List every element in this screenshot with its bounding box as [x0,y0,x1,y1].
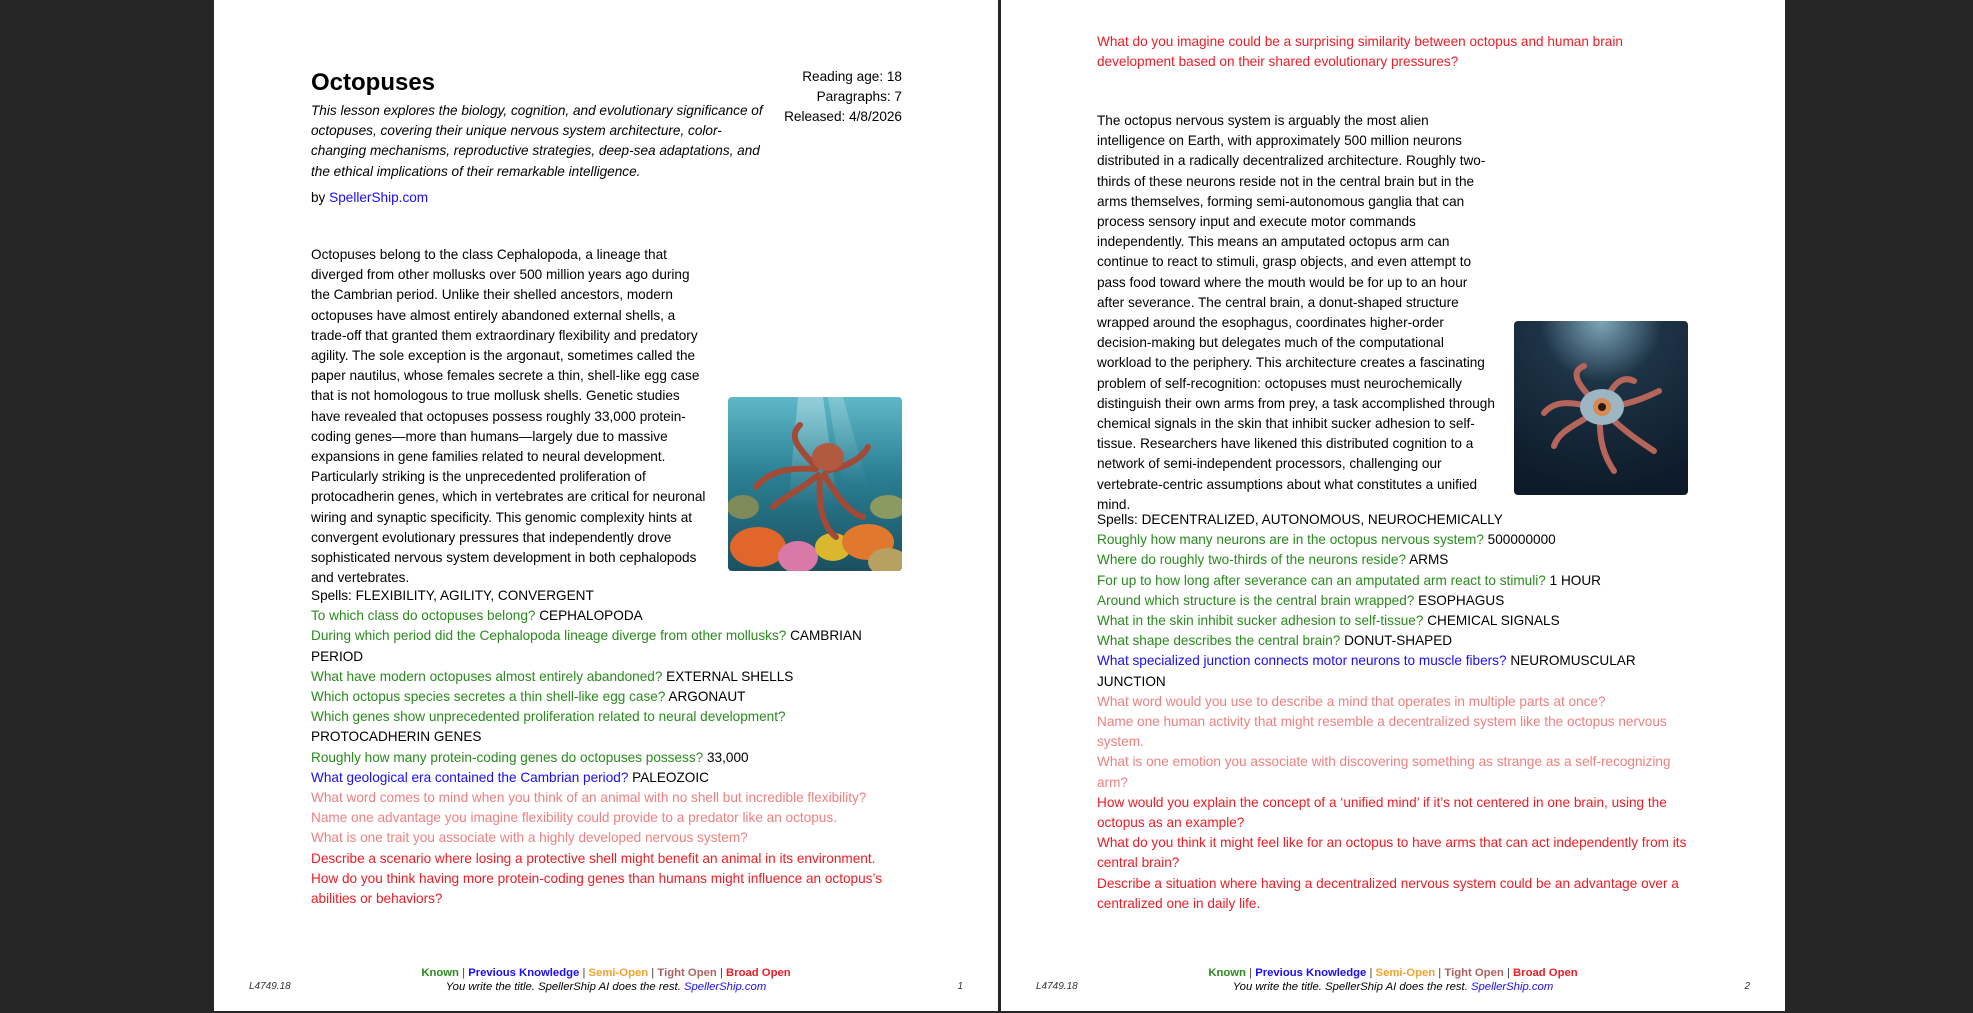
question-known [311,667,902,687]
answer-text: PALEOZOIC [632,769,709,785]
legend-broad-open: Broad Open [1513,967,1578,979]
legend-tight-open: Tight Open [657,967,717,979]
question-known [1097,550,1697,570]
legend-semi-open: Semi-Open [1375,967,1436,979]
question-known [311,748,902,768]
release-date: Released: 4/8/2026 [784,109,902,125]
answer-text: NEUROMUSCULAR JUNCTION [1097,653,1636,689]
question-text: Roughly how many neurons are in the octopus nervous system? [1097,532,1484,548]
answer-text: EXTERNAL SHELLS [666,668,794,684]
byline-prefix: by [311,190,330,205]
legend-known: Known [421,967,459,979]
lesson-code: L4749.18 [249,981,291,992]
answer-text: DONUT-SHAPED [1344,633,1453,649]
paragraph-count: Paragraphs: 7 [816,89,902,105]
question-type-legend [1001,966,1785,980]
question-text: What have modern octopuses almost entirely abandoned? [311,668,663,684]
question-text: For up to how long after severance can an amputated arm react to stimuli? [1097,572,1546,588]
legend-previous-knowledge: Previous Knowledge [1255,967,1367,979]
answer-text: CHEMICAL SIGNALS [1427,613,1560,629]
question-text: What in the skin inhibit sucker adhesion to self-tissue? [1097,613,1424,629]
answer-text: 33,000 [706,749,749,765]
page-title: Octopuses [311,69,436,96]
question-known [311,606,902,626]
byline [311,188,428,208]
question-known [1097,530,1697,550]
question-known [1097,611,1697,631]
legend-separator: | [648,967,658,979]
question-text: To which class do octopuses belong? [311,608,536,624]
reading-age: Reading age: 18 [802,69,902,84]
answer-text: ARMS [1409,552,1449,568]
page-number: 1 [957,981,963,992]
legend-separator: | [1245,967,1256,979]
question-known [311,707,902,747]
octopus-deep-sea-image [1514,321,1688,495]
answer-text: PROTOCADHERIN GENES [311,729,482,745]
question-text: What geological era contained the Cambrian period? [311,769,629,785]
question-tight-open: Name one human activity that might resemble a decentralized system like the octopus nervous system. [1097,714,1667,750]
question-tight-open: Name one advantage you imagine flexibility could provide to a predator like an octopus. [311,810,837,826]
legend-separator: | [458,967,469,979]
document-page-1 [214,0,998,1011]
question-tight-open: What is one trait you associate with a highly developed nervous system? [311,830,748,846]
answer-text: 1 HOUR [1549,572,1601,588]
question-list [1097,510,1697,914]
question-known [311,626,902,666]
legend-broad-open: Broad Open [726,967,791,979]
spells-line: Spells: DECENTRALIZED, AUTONOMOUS, NEUROCHEMICALLY [1097,512,1503,527]
legend-separator: | [579,967,589,979]
answer-text: ESOPHAGUS [1418,592,1505,608]
question-text: Around which structure is the central brain wrapped? [1097,592,1415,608]
paragraph-text: The octopus nervous system is arguably the most alien intelligence on Earth, with approximately 500 million neurons distributed in a radically decentralized architecture. Roughly two-thirds of these neurons reside not in the central brain but in the arms themselves, forming semi-autonomous ganglia that can process sensory input and execute motor commands independently. This means an amputated octopus arm can continue to react to stimuli, grasp objects, and even attempt to pass food toward where the mouth would be for up to an hour after severance. The central brain, a donut-shaped structure wrapped around the esophagus, coordinates higher-order decision-making but delegates much of the computational workload to the periphery. This architecture creates a fascinating problem of self-recognition: octopuses must neurochemically distinguish their own arms from prey, a task accomplished through chemical signals in the skin that inhibit sucker adhesion to self-tissue. Researchers have likened this distributed cognition to a network of semi-independent processors, challenging our vertebrate-centric assumptions about what constitutes a unified mind. [1097,113,1495,512]
tagline-text: You write the title. SpellerShip AI does the rest. [1232,981,1471,993]
question-broad-open: Describe a scenario where losing a protective shell might benefit an animal in its environment. [311,850,876,866]
footer-tagline [1001,980,1785,994]
octopus-deep-sea-illustration [1514,321,1688,495]
question-known [1097,571,1697,591]
question-text: During which period did the Cephalopoda lineage diverge from other mollusks? [311,628,787,644]
question-text: What shape describes the central brain? [1097,633,1341,649]
question-text: Which octopus species secretes a thin shell-like egg case? [311,689,666,705]
footer-spellership-link[interactable]: SpellerShip.com [683,981,767,993]
document-page-2 [1001,0,1785,1011]
lesson-meta [784,67,902,128]
legend-separator: | [716,967,727,979]
legend-known: Known [1208,967,1246,979]
question-list [311,586,902,909]
octopus-reef-image [728,397,902,571]
question-broad-open: What do you think it might feel like for an octopus to have arms that can act independently from its central brain? [1097,835,1687,871]
question-broad-open: How do you think having more protein-coding genes than humans might influence an octopus’s abilities or behaviors? [311,870,883,907]
spells-line: Spells: FLEXIBILITY, AGILITY, CONVERGENT [311,588,594,603]
question-text: Where do roughly two-thirds of the neurons reside? [1097,552,1407,568]
question-text: What specialized junction connects motor neurons to muscle fibers? [1097,653,1507,669]
footer-spellership-link[interactable]: SpellerShip.com [1470,981,1554,993]
lesson-summary: This lesson explores the biology, cognition, and evolutionary significance of octopuses, covering their unique nervous system architecture, color-changing mechanisms, reproductive strategies, deep-sea adaptations, and the ethical implications of their remarkable intelligence. [311,103,763,179]
lesson-code: L4749.18 [1036,981,1078,992]
question-broad-open: How would you explain the concept of a ‘unified mind’ if it’s not centered in one brain, using the octopus as an example? [1097,794,1667,831]
question-broad-open: Describe a situation where having a decentralized nervous system could be an advantage over a centralized one in daily life. [1097,875,1679,911]
question-tight-open: What is one emotion you associate with discovering something as strange as a self-recognizing arm? [1097,754,1671,790]
footer-tagline [214,980,998,994]
question-text: Roughly how many protein-coding genes do octopuses possess? [311,749,704,765]
answer-text: CEPHALOPODA [539,608,643,624]
paragraph-text: Octopuses belong to the class Cephalopoda, a lineage that diverged from other mollusks over 500 million years ago during the Cambrian period. Unlike their shelled ancestors, modern octopuses have almost entirely abandoned external shells, a trade-off that granted them extraordinary flexibility and predatory agility. The sole exception is the argonaut, sometimes called the paper nautilus, whose females secrete a thin, shell-like egg case that is not homologous to true mollusk shells. Genetic studies have revealed that octopuses possess roughly 33,000 protein-coding genes—more than humans—largely due to massive expansions in gene families related to neural development. Particularly striking is the unprecedented proliferation of protocadherin genes, which in vertebrates are critical for neuronal wiring and synaptic specificity. This genomic complexity hints at convergent evolutionary pressures that independently drove sophisticated nervous system development in both cephalopods and vertebrates. [311,247,706,586]
page-number: 2 [1744,981,1750,992]
question-previous-knowledge [1097,651,1697,691]
legend-separator: | [1435,967,1445,979]
question-known [1097,591,1697,611]
legend-separator: | [1503,967,1514,979]
answer-text: CAMBRIAN PERIOD [311,628,862,664]
question-previous-knowledge [311,768,902,788]
legend-previous-knowledge: Previous Knowledge [468,967,580,979]
legend-semi-open: Semi-Open [588,967,649,979]
question-known [1097,631,1697,651]
answer-text: ARGONAUT [668,689,746,705]
octopus-reef-illustration [728,397,902,571]
legend-tight-open: Tight Open [1444,967,1504,979]
question-known [311,687,902,707]
tagline-text: You write the title. SpellerShip AI does the rest. [445,981,684,993]
question-text: Which genes show unprecedented proliferation related to neural development? [311,709,786,725]
answer-text: 500000000 [1487,532,1556,548]
spellership-link[interactable]: SpellerShip.com [329,190,429,205]
question-type-legend [214,966,998,980]
legend-separator: | [1366,967,1376,979]
question-tight-open: What word would you use to describe a mind that operates in multiple parts at once? [1097,693,1606,709]
question-tight-open: What word comes to mind when you think of an animal with no shell but incredible flexibility? [311,790,867,806]
question-broad-open: What do you imagine could be a surprising similarity between octopus and human brain development based on their shared evolutionary pressures? [1097,34,1623,70]
